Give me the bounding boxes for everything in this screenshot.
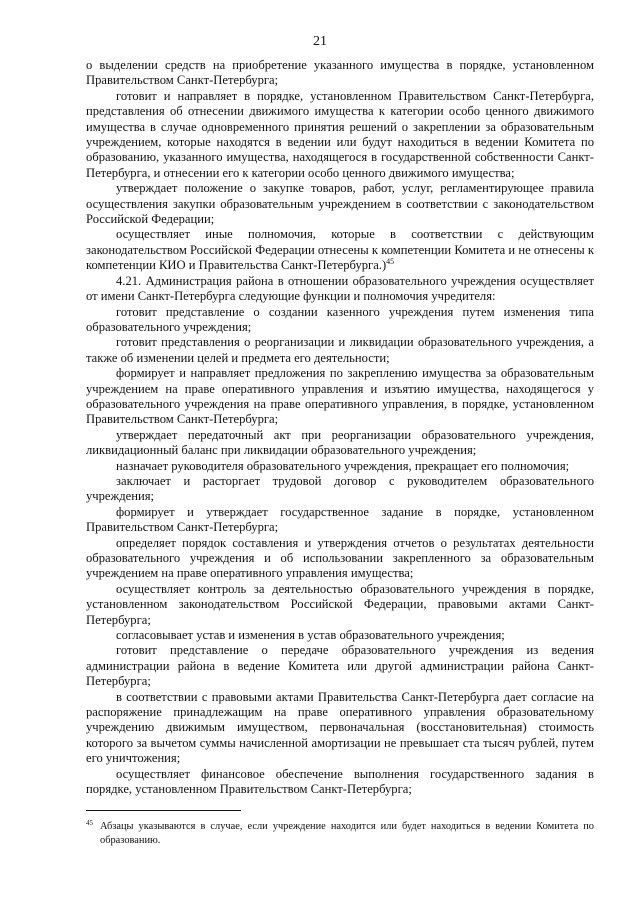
paragraph-text: осуществляет иные полномочия, которые в соответствии с действующим законодательством Российской Федерации отнесены к компетенции Комитета и не отнесены к компетенции КИО и Правительства Санкт-Петербурга.) [86,227,594,273]
paragraph: готовит представления о реорганизации и ликвидации образовательного учреждения, а также об изменении целей и предмета его деятельности; [86,335,594,365]
footnote-divider [86,810,241,811]
paragraph: формирует и направляет предложения по закреплению имущества за образовательным учреждением на праве оперативного управления и изъятию имущества, находящегося у образовательного учреждения на праве оперативного управления, в порядке, установленном Правительством Санкт-Петербурга; [86,366,594,427]
paragraph: в соответствии с правовыми актами Правительства Санкт-Петербурга дает согласие на распоряжение принадлежащим на праве оперативного управления образовательному учреждению движимым имуществом, первоначальная (восстановительная) стоимость которого за вычетом суммы начисленной амортизации не превышает ста тысяч рублей, путем его уничтожения; [86,689,594,766]
paragraph: готовит представление о создании казенного учреждения путем изменения типа образовательного учреждения; [86,304,594,334]
paragraph: готовит и направляет в порядке, установленном Правительством Санкт-Петербурга, представления об отнесении движимого имущества к категории особо ценного движимого имущества в случае одновременного принятия решений о закреплении за образовательным учреждением, которые находятся в ведении или будут находиться в ведении Комитета по образованию, указанного имущества, находящегося в государственной собственности Санкт-Петербурга, и отнесении его к категории особо ценного движимого имущества; [86,88,594,180]
paragraph: о выделении средств на приобретение указанного имущества в порядке, установленном Правительством Санкт-Петербурга; [86,58,594,88]
paragraph: утверждает положение о закупке товаров, работ, услуг, регламентирующее правила осуществления закупки образовательным учреждением в соответствии с законодательством Российской Федерации; [86,181,594,227]
paragraph: согласовывает устав и изменения в устав образовательного учреждения; [116,628,505,643]
section-heading-paragraph: 4.21. Администрация района в отношении образовательного учреждения осуществляет от имени Санкт-Петербурга следующие функции и полномочия учредителя: [86,273,594,304]
paragraph: формирует и утверждает государственное задание в порядке, установленном Правительством Санкт-Петербурга; [86,504,594,535]
paragraph: заключает и расторгает трудовой договор с руководителем образовательного учреждения; [86,473,594,504]
document-body [86,58,594,798]
paragraph: назначает руководителя образовательного учреждения, прекращает его полномочия; [116,458,570,473]
footnote: 45 Абзацы указываются в случае, если учреждение находится или будет находиться в ведении Комитета по образованию. [86,818,594,846]
page-number: 21 [313,34,327,49]
footnote-reference: 45 [386,257,395,267]
paragraph: готовит представление о передаче образовательного учреждения из ведения администрации района в ведение Комитета или другой администрации района Санкт-Петербурга; [86,643,594,689]
footnote-text: Абзацы указываются в случае, если учреждение находится или будет находиться в ведении Комитета по образованию. [100,821,594,846]
paragraph: определяет порядок составления и утверждения отчетов о результатах деятельности образовательного учреждения и об использовании закрепленного за образовательным учреждением на праве оперативного управления имущества; [86,535,594,581]
paragraph-with-footnote-ref [86,227,594,273]
paragraph: осуществляет контроль за деятельностью образовательного учреждения в порядке, установленном законодательством Российской Федерации, правовыми актами Санкт-Петербурга; [86,581,594,627]
paragraph: осуществляет финансовое обеспечение выполнения государственного задания в порядке, установленном Правительством Санкт-Петербурга; [86,766,594,797]
paragraph: утверждает передаточный акт при реорганизации образовательного учреждения, ликвидационный баланс при ликвидации образовательного учреждения; [86,427,594,458]
